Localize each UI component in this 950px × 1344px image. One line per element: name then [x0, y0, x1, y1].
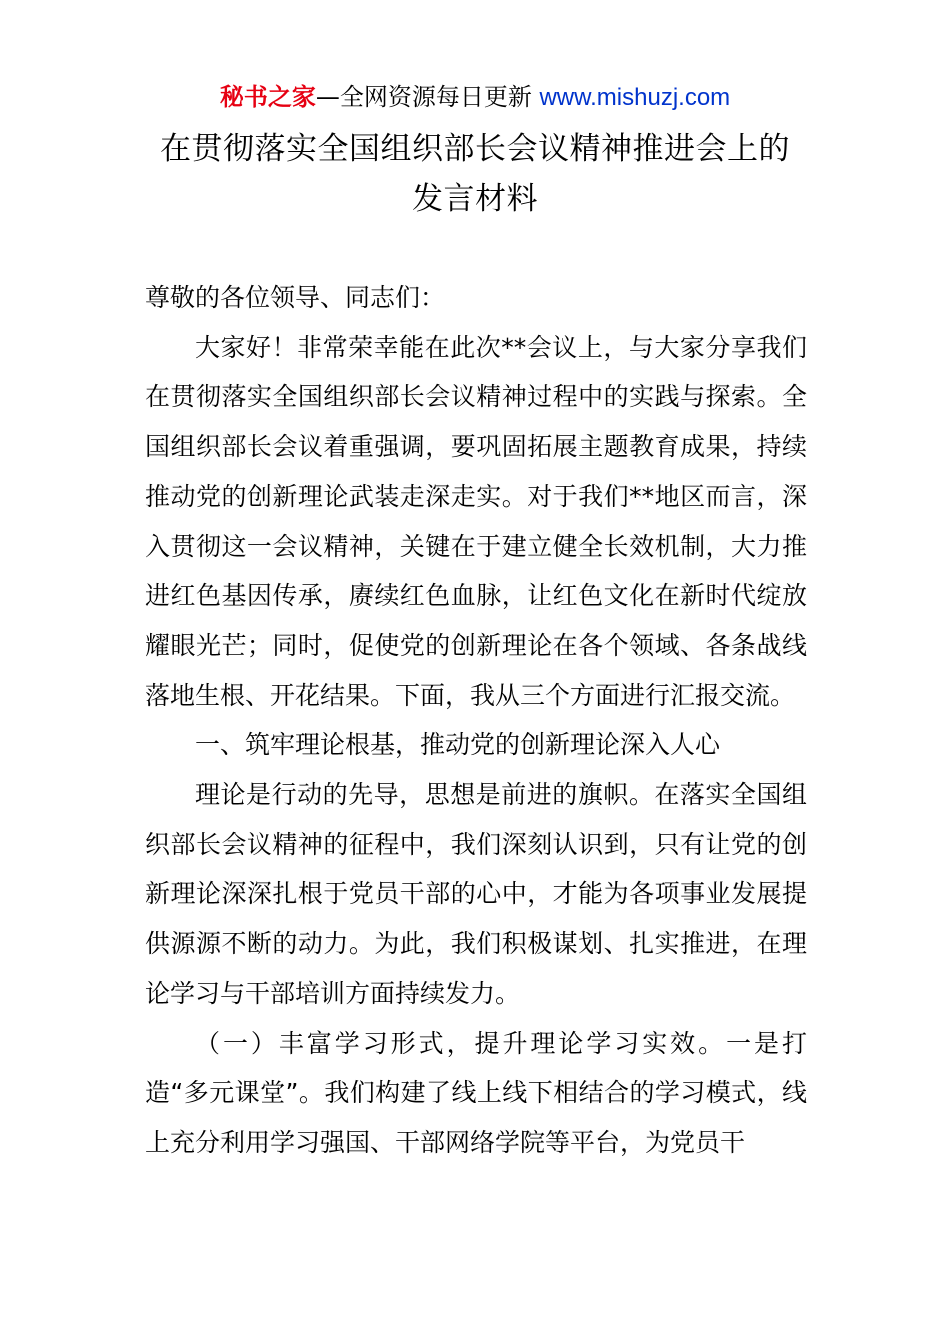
- site-url-link[interactable]: www.mishuzj.com: [539, 84, 731, 111]
- title-line-1: 在贯彻落实全国组织部长会议精神推进会上的: [160, 131, 790, 167]
- paragraph-theory: 理论是行动的先导，思想是前进的旗帜。在落实全国组织部长会议精神的征程中，我们深刻认识到，只有让党的创新理论深深扎根于党员干部的心中，才能为各项事业发展提供源源不断的动力。为此，我们积极谋划、扎实推进，在理论学习与干部培训方面持续发力。: [145, 780, 807, 1008]
- brand-name: 秘书之家: [219, 83, 316, 111]
- salutation: 尊敬的各位领导、同志们：: [145, 283, 446, 312]
- section-heading-1: 一、筑牢理论根基，推动党的创新理论深入人心: [195, 730, 721, 760]
- title-line-2: 发言材料: [412, 181, 538, 217]
- site-header: [0, 80, 950, 115]
- paragraph-subsection-1: （一）丰富学习形式，提升理论学习实效。一是打造“多元课堂”。我们构建了线上线下相结合的学习模式，线上充分利用学习强国、干部网络学院等平台，为党员干: [145, 1028, 807, 1157]
- document-title: [0, 124, 950, 224]
- document-body: [145, 273, 807, 1168]
- site-tagline: —全网资源每日更新: [315, 83, 540, 111]
- paragraph-opening: 大家好！非常荣幸能在此次**会议上，与大家分享我们在贯彻落实全国组织部长会议精神过程中的实践与探索。全国组织部长会议着重强调，要巩固拓展主题教育成果，持续推动党的创新理论武装走深走实。对于我们**地区而言，深入贯彻这一会议精神，关键在于建立健全长效机制，大力推进红色基因传承，赓续红色血脉，让红色文化在新时代绽放耀眼光芒；同时，促使党的创新理论在各个领域、各条战线落地生根、开花结果。下面，我从三个方面进行汇报交流。: [145, 332, 807, 710]
